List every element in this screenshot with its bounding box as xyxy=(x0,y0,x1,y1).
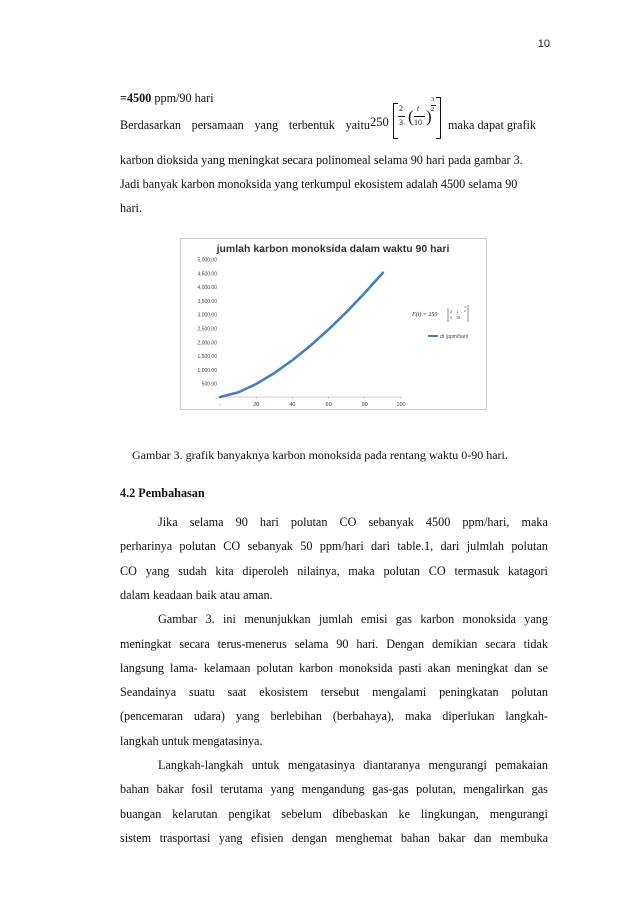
paragraph-3-line xyxy=(120,831,548,846)
body-word: hari. xyxy=(356,636,379,651)
body-word: fosil xyxy=(191,782,213,797)
body-word: monoksida xyxy=(339,660,393,675)
body-word: mengalirkan xyxy=(463,782,525,797)
body-word: gas xyxy=(531,782,548,797)
body-word: (pencemaran xyxy=(120,709,183,724)
formula-exp-num: 3 xyxy=(464,305,466,309)
body-word: maka xyxy=(521,515,548,529)
body-word: table.1, xyxy=(397,539,434,554)
body-word: polutan, xyxy=(416,782,456,797)
body-word: termasuk xyxy=(454,563,500,578)
formula-frac-num: 2 xyxy=(450,309,452,314)
paragraph-1-line: dalam keadaan baik atau aman. xyxy=(120,587,273,602)
body-word: sebanyak xyxy=(368,515,414,529)
body-word: polutan xyxy=(290,515,328,529)
body-word: kita xyxy=(215,563,234,578)
body-word: peningkatan xyxy=(439,685,499,700)
paragraph-2-line xyxy=(120,637,548,652)
formula-frac-den: 3 xyxy=(450,315,452,320)
body-word: se xyxy=(537,660,548,675)
body-word: maka xyxy=(348,563,375,578)
body-word: kelarutan xyxy=(172,806,218,821)
body-word: ekosistem xyxy=(259,685,308,700)
body-word: suatu xyxy=(188,685,215,700)
body-word: julmlah xyxy=(466,539,505,554)
co-chart xyxy=(181,239,486,409)
body-word: sistem xyxy=(120,830,152,845)
body-word: kelamaan xyxy=(203,660,251,675)
x-tick-label: 100 xyxy=(396,402,406,408)
equation: 250 2 3 ( t 10 ) 3 2 xyxy=(370,103,440,143)
equation-lead-word: yaitu xyxy=(345,118,370,132)
body-word: pengikat xyxy=(228,806,271,821)
y-tick-label: 3,000.00 xyxy=(197,312,217,319)
body-word: Seandainya xyxy=(120,685,177,700)
body-word: maka xyxy=(404,709,432,724)
body-word: mengurangi xyxy=(489,806,548,821)
body-word: secara xyxy=(485,636,516,651)
paragraph-1-line xyxy=(120,564,548,579)
legend-label: dt (ppm/hari) xyxy=(440,334,469,340)
equation-lead-text xyxy=(120,118,370,133)
body-word: mengandung xyxy=(301,782,365,797)
equation-tail-text: maka dapat grafik xyxy=(448,118,536,132)
intro-line-4: Jadi banyak karbon monoksida yang terkumpul ekosistem adalah 4500 selama 90 xyxy=(120,177,518,191)
body-word: untuk xyxy=(251,758,280,772)
body-word: CO xyxy=(339,515,357,529)
body-word: berlebihan xyxy=(270,709,322,724)
x-tick-label: 60 xyxy=(325,402,332,408)
body-word: polutan xyxy=(383,563,421,578)
body-word: terus-menerus xyxy=(217,636,287,651)
y-tick-label: 4,000.00 xyxy=(197,285,217,292)
body-word: buangan xyxy=(120,806,162,821)
paragraph-2-line: langkah untuk mengatasinya. xyxy=(120,733,263,748)
paragraph-2-line xyxy=(120,661,548,676)
body-word: polutan xyxy=(256,660,294,675)
body-word: karbon xyxy=(299,660,333,675)
equation-coefficient: 250 xyxy=(370,115,389,129)
body-word: meningkat xyxy=(120,636,172,651)
body-word: bahan xyxy=(120,782,150,797)
x-tick-label: 80 xyxy=(361,402,368,408)
body-word: sebelum xyxy=(281,806,322,821)
figure-caption: Gambar 3. grafik banyaknya karbon monoksida pada rentang waktu 0-90 hari. xyxy=(132,448,508,462)
body-word: 4500 xyxy=(425,515,451,529)
chart-title: jumlah karbon monoksida dalam waktu 90 hari xyxy=(216,243,450,255)
body-word: katagori xyxy=(507,563,548,578)
formula-inner-num: t xyxy=(457,309,459,314)
body-word: bahan xyxy=(400,830,430,845)
paragraph-2-line xyxy=(158,612,548,627)
body-word: emisi xyxy=(361,612,388,627)
body-word: Jika xyxy=(158,515,178,529)
body-word: (berbahaya), xyxy=(332,709,395,724)
body-word: ke xyxy=(398,806,411,821)
paragraph-1-line xyxy=(158,515,548,530)
body-word: dari xyxy=(371,539,390,554)
body-word: dan xyxy=(514,660,532,675)
paragraph-3-line xyxy=(158,758,548,773)
chart-formula: F(t) = 250 xyxy=(412,312,438,318)
body-word: polutan xyxy=(179,539,216,554)
body-word: perharinya xyxy=(120,539,173,554)
body-word: gas xyxy=(395,612,413,627)
body-word: 90 xyxy=(235,515,248,529)
body-word: Dengan xyxy=(386,636,425,651)
intro-line-3: karbon dioksida yang meningkat secara polinomeal selama 90 hari pada gambar 3. xyxy=(120,153,523,167)
eq-inner-den: 10 xyxy=(414,118,422,127)
result-line xyxy=(120,91,214,106)
y-tick-label: 1,500.00 xyxy=(197,354,217,361)
equation-lead-word: terbentuk xyxy=(288,118,335,132)
body-word: yang xyxy=(218,830,243,845)
body-word: mengurangi xyxy=(428,758,487,772)
body-word: yang xyxy=(524,612,548,627)
body-word: Langkah-langkah xyxy=(158,758,244,772)
y-tick-label: 2,500.00 xyxy=(197,326,217,333)
body-word: langsung xyxy=(120,660,165,675)
body-word: sebanyak xyxy=(247,539,293,554)
body-word: polutan xyxy=(511,685,548,700)
body-word: pasti xyxy=(398,660,422,675)
body-word: efisien xyxy=(250,830,284,845)
y-tick-label: 3,500.00 xyxy=(197,298,217,305)
body-word: monoksida xyxy=(462,612,516,627)
body-word: hari xyxy=(259,515,279,529)
body-word: demikian xyxy=(432,636,478,651)
body-word: bakar xyxy=(156,782,184,797)
eq-frac-num: 2 xyxy=(399,104,403,113)
body-word: tidak xyxy=(523,636,548,651)
paragraph-2-line xyxy=(120,685,548,700)
body-word: CO xyxy=(120,563,137,578)
body-word: membuka xyxy=(499,830,548,845)
body-word: dari xyxy=(440,539,460,554)
y-tick-label: 4,500.00 xyxy=(197,271,217,278)
body-word: bakar xyxy=(438,830,466,845)
formula-inner-den: 10 xyxy=(456,315,460,320)
body-word: 3. xyxy=(205,612,215,627)
paragraph-3-line xyxy=(120,807,548,822)
body-word: mengatasinya xyxy=(287,758,355,772)
equation-lead-word: persamaan xyxy=(191,118,244,132)
body-word: yang xyxy=(235,709,260,724)
body-word: udara) xyxy=(193,709,225,724)
body-word: selama xyxy=(294,636,329,651)
paragraph-3-line xyxy=(120,782,548,797)
body-word: akan xyxy=(427,660,451,675)
body-word: terutama xyxy=(220,782,263,797)
body-word: yang xyxy=(145,563,170,578)
page-number: 10 xyxy=(537,38,550,50)
body-word: lingkungan, xyxy=(420,806,479,821)
equation-lead-word: Berdasarkan xyxy=(120,118,181,132)
body-word: dengan xyxy=(291,830,328,845)
body-word: diantaranya xyxy=(363,758,421,772)
x-tick-label: 20 xyxy=(253,402,260,408)
body-word: lama- xyxy=(170,660,198,675)
y-tick-label: 500.00 xyxy=(201,381,217,388)
x-tick-label: 40 xyxy=(289,402,296,408)
body-word: sudah xyxy=(178,563,207,578)
body-word: menunjukkan xyxy=(244,612,311,627)
body-word: menghemat xyxy=(335,830,393,845)
eq-exp-num: 3 xyxy=(431,96,435,103)
body-word: 50 xyxy=(300,539,313,554)
body-word: Gambar xyxy=(158,612,198,627)
body-word: ppm/hari, xyxy=(462,515,510,529)
formula-exp-den: 2 xyxy=(464,309,466,313)
body-word: yang xyxy=(270,782,295,797)
body-word: langkah- xyxy=(505,709,548,724)
body-word: CO xyxy=(428,563,446,578)
y-tick-label: - xyxy=(215,395,217,402)
body-word: trasportasi xyxy=(159,830,211,845)
y-tick-label: 5,000.00 xyxy=(197,257,217,264)
body-word: diperlukan xyxy=(442,709,495,724)
body-word: dan xyxy=(473,830,492,845)
series-line xyxy=(220,273,383,397)
result-value: =4500 xyxy=(120,91,152,105)
body-word: pemakaian xyxy=(495,758,548,772)
y-tick-label: 2,000.00 xyxy=(197,340,217,347)
body-word: gas-gas xyxy=(372,782,409,797)
eq-exp-den: 2 xyxy=(431,106,435,113)
paragraph-1-line xyxy=(120,539,548,554)
body-word: meningkat xyxy=(456,660,509,675)
body-word: secara xyxy=(179,636,210,651)
body-word: karbon xyxy=(420,612,455,627)
body-word: ppm/hari xyxy=(319,539,364,554)
body-word: tersebut xyxy=(320,685,360,700)
body-word: CO xyxy=(223,539,241,554)
paragraph-2-line xyxy=(120,709,548,724)
body-word: diperoleh xyxy=(242,563,289,578)
body-word: jumlah xyxy=(318,612,353,627)
body-word: mengalami xyxy=(372,685,427,700)
body-word: saat xyxy=(227,685,247,700)
result-unit: ppm/90 hari xyxy=(154,91,214,105)
section-heading: 4.2 Pembahasan xyxy=(120,486,205,500)
body-word: dibebaskan xyxy=(332,806,388,821)
body-word: 90 xyxy=(336,636,349,651)
eq-frac-den: 3 xyxy=(399,118,403,127)
eq-inner-num: t xyxy=(417,104,420,113)
body-word: polutan xyxy=(511,539,548,554)
body-word: nilainya, xyxy=(297,563,340,578)
body-word: ini xyxy=(223,612,236,627)
equation-lead-word: yang xyxy=(254,118,279,132)
y-tick-label: 1,000.00 xyxy=(197,367,217,374)
x-tick-label: - xyxy=(219,402,221,408)
intro-line-5: hari. xyxy=(120,201,142,215)
body-word: selama xyxy=(189,515,224,529)
chart-figure xyxy=(180,238,487,410)
